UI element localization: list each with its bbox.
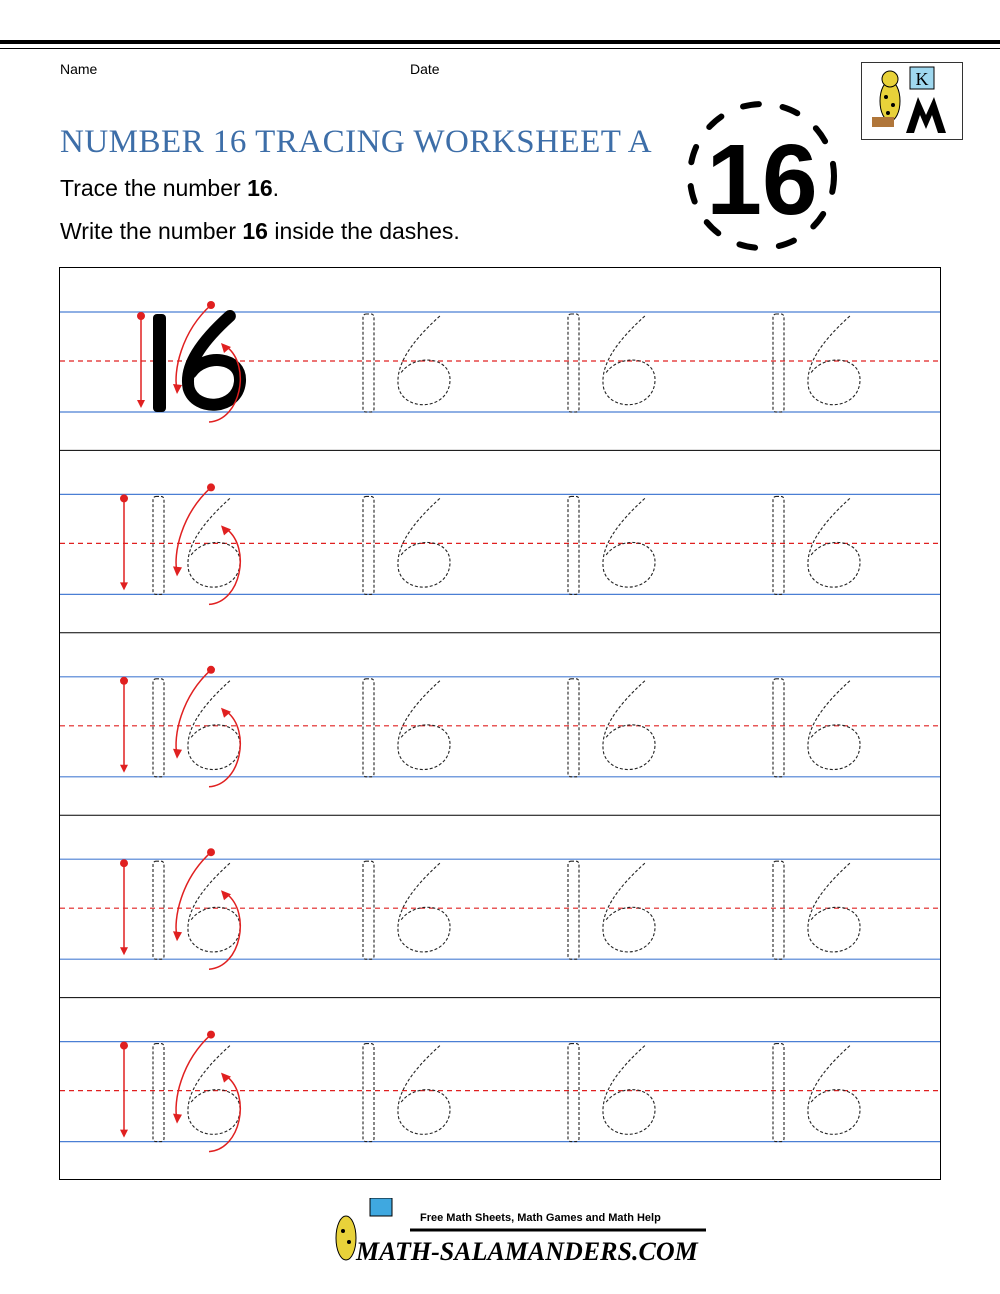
dashed-number-16 <box>568 1044 655 1142</box>
digit-six <box>188 1046 240 1135</box>
digit-six <box>603 316 655 405</box>
instruction-trace: Trace the number 16. <box>60 175 280 201</box>
tracing-row <box>60 998 940 1152</box>
number-badge <box>676 96 848 256</box>
digit-six <box>398 316 450 405</box>
digit-six <box>188 498 240 587</box>
digit-one <box>568 314 579 412</box>
tracing-row <box>60 815 940 969</box>
digit-six <box>808 1046 860 1135</box>
salamander-logo-icon <box>862 63 962 139</box>
digit-six <box>188 316 240 405</box>
dashed-number-16 <box>773 861 860 959</box>
tracing-worksheet <box>59 267 941 1180</box>
page-title: NUMBER 16 TRACING WORKSHEET A <box>60 124 653 160</box>
digit-one <box>773 314 784 412</box>
dashed-number-16 <box>568 679 655 777</box>
dashed-number-16 <box>363 679 450 777</box>
dashed-number-16 <box>568 496 655 594</box>
digit-one <box>568 679 579 777</box>
site-logo <box>861 62 963 140</box>
badge-number: 16 <box>706 124 818 236</box>
digit-six <box>398 498 450 587</box>
digit-six <box>603 498 655 587</box>
digit-one <box>153 861 164 959</box>
dashed-number-16 <box>363 861 450 959</box>
digit-six <box>398 1046 450 1135</box>
dashed-number-16 <box>773 1044 860 1142</box>
digit-six <box>808 498 860 587</box>
dashed-number-16 <box>773 314 860 412</box>
dashed-number-16 <box>363 496 450 594</box>
dashed-number-16 <box>773 679 860 777</box>
digit-one <box>153 679 164 777</box>
digit-six <box>603 681 655 770</box>
digit-one <box>363 496 374 594</box>
tracing-row <box>60 633 940 787</box>
digit-six <box>808 863 860 952</box>
sign-icon <box>370 1198 392 1216</box>
digit-one <box>363 314 374 412</box>
digit-six <box>188 681 240 770</box>
digit-six <box>398 863 450 952</box>
dashed-number-16 <box>363 314 450 412</box>
digit-one <box>568 861 579 959</box>
date-label: Date <box>410 61 440 77</box>
digit-one <box>773 679 784 777</box>
top-rule <box>0 40 1000 44</box>
digit-six <box>398 681 450 770</box>
digit-one <box>773 861 784 959</box>
digit-one <box>363 679 374 777</box>
tracing-grid <box>60 268 940 1179</box>
tracing-row <box>60 301 940 422</box>
top-rule-thin <box>0 48 1000 49</box>
footer-branding <box>322 1198 712 1270</box>
footer-brand: MATH-SALAMANDERS.COM <box>356 1237 698 1266</box>
digit-six <box>808 681 860 770</box>
tracing-row <box>60 450 940 604</box>
dashed-number-16 <box>568 861 655 959</box>
digit-six <box>603 863 655 952</box>
instruction-write: Write the number 16 inside the dashes. <box>60 218 460 244</box>
digit-one <box>568 496 579 594</box>
digit-one <box>568 1044 579 1142</box>
digit-one <box>363 1044 374 1142</box>
digit-one <box>363 861 374 959</box>
digit-six <box>188 863 240 952</box>
dashed-number-16 <box>363 1044 450 1142</box>
footer-tagline: Free Math Sheets, Math Games and Math Help <box>420 1212 661 1224</box>
digit-one <box>153 496 164 594</box>
digit-six <box>603 1046 655 1135</box>
digit-one <box>153 314 166 412</box>
digit-one <box>773 1044 784 1142</box>
dashed-number-16 <box>773 496 860 594</box>
dashed-number-16 <box>568 314 655 412</box>
salamander-icon <box>336 1216 356 1260</box>
digit-one <box>773 496 784 594</box>
digit-six <box>808 316 860 405</box>
logo-letter: K <box>915 69 929 89</box>
name-label: Name <box>60 61 98 77</box>
digit-one <box>153 1044 164 1142</box>
